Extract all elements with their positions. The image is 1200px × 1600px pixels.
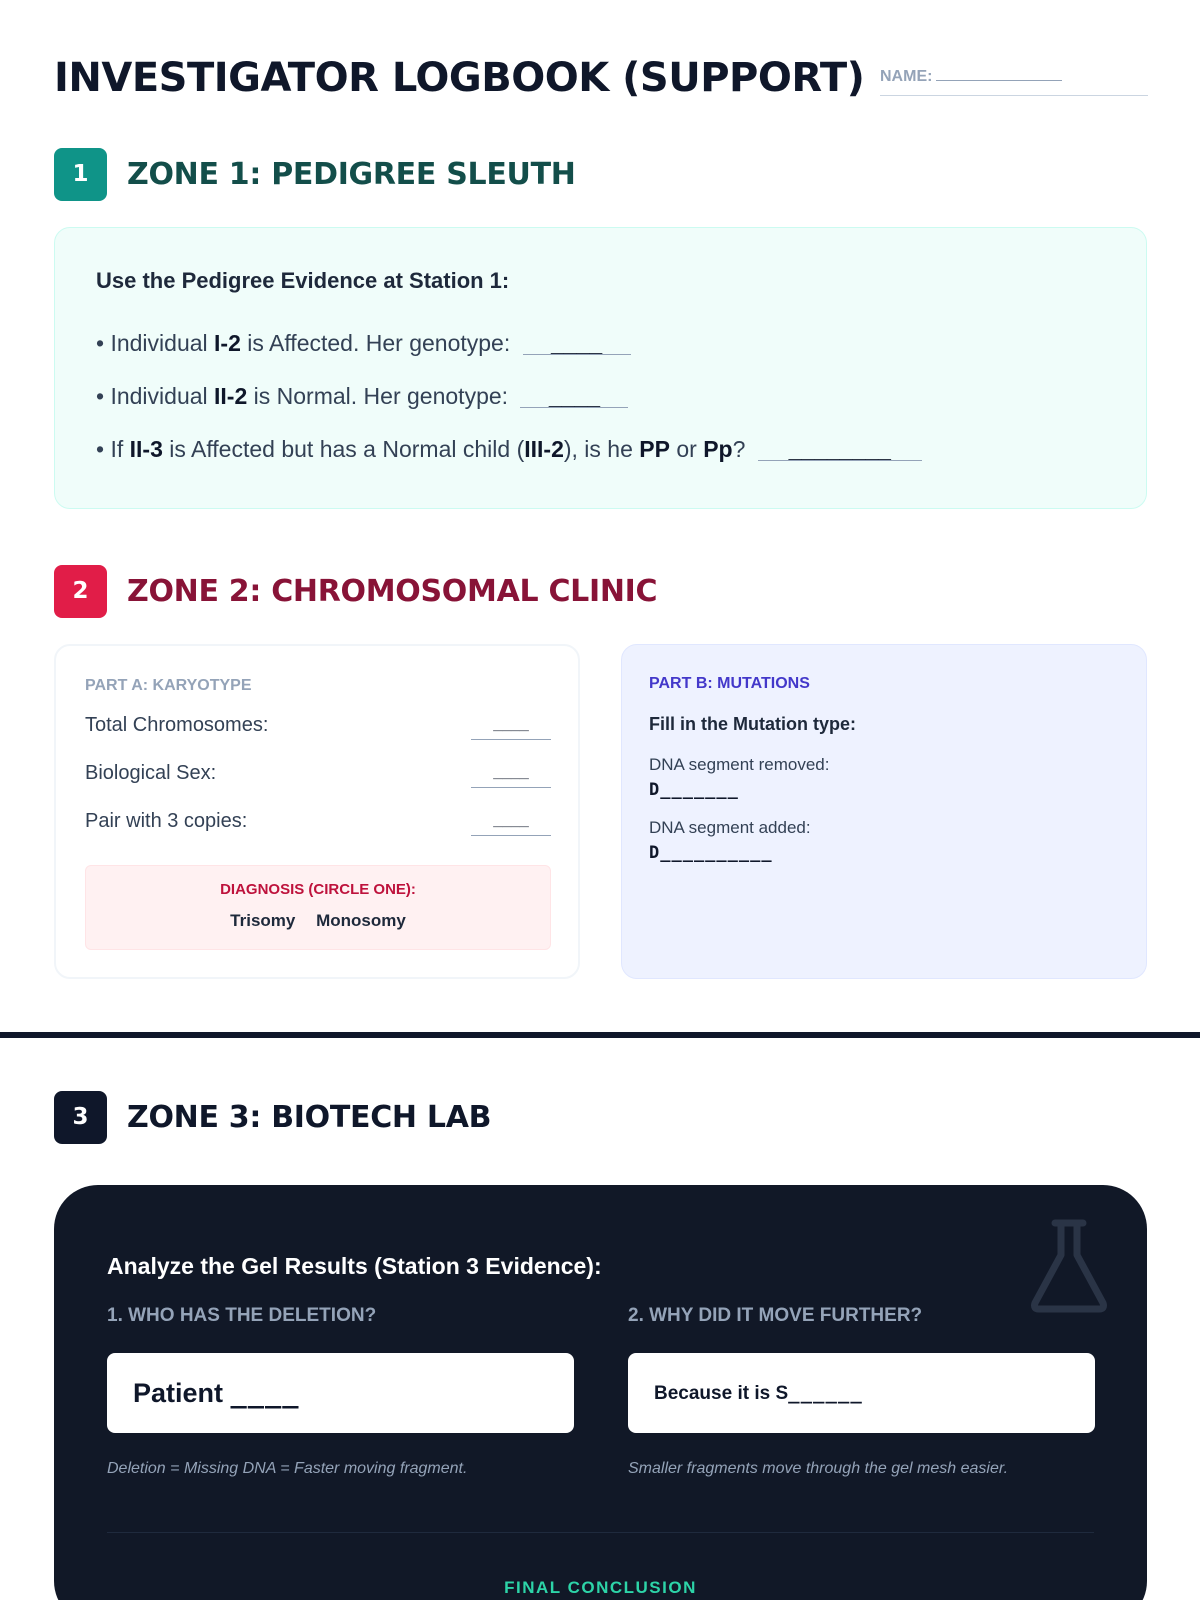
zone2-number-badge: 2 [54, 565, 107, 618]
question-deletion: 1. WHO HAS THE DELETION? [107, 1305, 377, 1326]
total-chromosomes-blank[interactable]: ____ [471, 716, 551, 740]
option-monosomy[interactable]: Monosomy [316, 911, 406, 930]
karyotype-row-sex: Biological Sex: ____ [85, 762, 551, 790]
mutations-card [621, 644, 1147, 979]
zone3-number-badge: 3 [54, 1091, 107, 1144]
zone1-title: ZONE 1: PEDIGREE SLEUTH [127, 157, 576, 192]
part-a-label: PART A: KARYOTYPE [85, 677, 252, 694]
pair-three-copies-blank[interactable]: ____ [471, 812, 551, 836]
answer-blank-i2[interactable]: ____ [523, 332, 631, 355]
zone1-intro: Use the Pedigree Evidence at Station 1: [96, 268, 510, 293]
reason-answer-text: Because it is S______ [654, 1382, 863, 1404]
patient-answer-box[interactable] [107, 1353, 574, 1433]
karyotype-row-total: Total Chromosomes: ____ [85, 714, 551, 742]
question-why-further: 2. WHY DID IT MOVE FURTHER? [628, 1305, 923, 1326]
part-b-label: PART B: MUTATIONS [649, 675, 810, 692]
mutations-intro: Fill in the Mutation type: [649, 714, 856, 734]
zone2-title: ZONE 2: CHROMOSOMAL CLINIC [127, 574, 658, 609]
reason-answer-box[interactable] [628, 1353, 1095, 1433]
karyotype-card [54, 644, 580, 979]
patient-answer-text: Patient ____ [133, 1378, 300, 1409]
diagnosis-options [86, 911, 550, 931]
answer-blank-ii2[interactable]: ____ [520, 385, 628, 408]
zone1-question-2: • Individual II-2 is Normal. Her genotype: ____ [96, 383, 628, 410]
biological-sex-blank[interactable]: ____ [471, 764, 551, 788]
zone1-question-card [54, 227, 1147, 509]
answer-blank-ii3[interactable]: ________ [758, 438, 922, 461]
karyotype-row-pair: Pair with 3 copies: ____ [85, 810, 551, 838]
zone1-question-1: • Individual I-2 is Affected. Her genotype: ____ [96, 330, 631, 357]
zone3-header [54, 1091, 954, 1145]
zone2-header [54, 565, 954, 619]
mutation-added-label: DNA segment added: [649, 818, 811, 837]
page-title: INVESTIGATOR LOGBOOK (SUPPORT) [54, 55, 865, 101]
biotech-lab-card [54, 1185, 1147, 1600]
gel-results-intro: Analyze the Gel Results (Station 3 Evidence): [107, 1253, 602, 1279]
fragment-hint: Smaller fragments move through the gel mesh easier. [628, 1460, 1009, 1477]
conclusion-divider [107, 1532, 1094, 1533]
flask-icon [1025, 1215, 1113, 1315]
zone3-title: ZONE 3: BIOTECH LAB [127, 1100, 492, 1135]
diagnosis-box [85, 865, 551, 950]
option-trisomy[interactable]: Trisomy [230, 911, 296, 930]
name-blank[interactable] [936, 65, 1062, 81]
page-header [54, 56, 1147, 100]
deletion-hint: Deletion = Missing DNA = Faster moving fragment. [107, 1460, 468, 1477]
mutation-added-answer[interactable]: D__________ [649, 843, 773, 863]
zone1-question-3: • If II-3 is Affected but has a Normal child (III-2), is he PP or Pp? ________ [96, 436, 922, 463]
final-conclusion-heading: FINAL CONCLUSION [504, 1578, 697, 1597]
zone1-number-badge: 1 [54, 148, 107, 201]
zone1-header [54, 148, 954, 202]
name-label: NAME: [880, 68, 933, 85]
diagnosis-title: DIAGNOSIS (CIRCLE ONE): [220, 881, 416, 898]
mutation-removed-label: DNA segment removed: [649, 755, 830, 774]
mutation-removed-answer[interactable]: D_______ [649, 780, 739, 800]
section-divider [0, 1032, 1200, 1038]
name-field[interactable] [880, 64, 1148, 96]
